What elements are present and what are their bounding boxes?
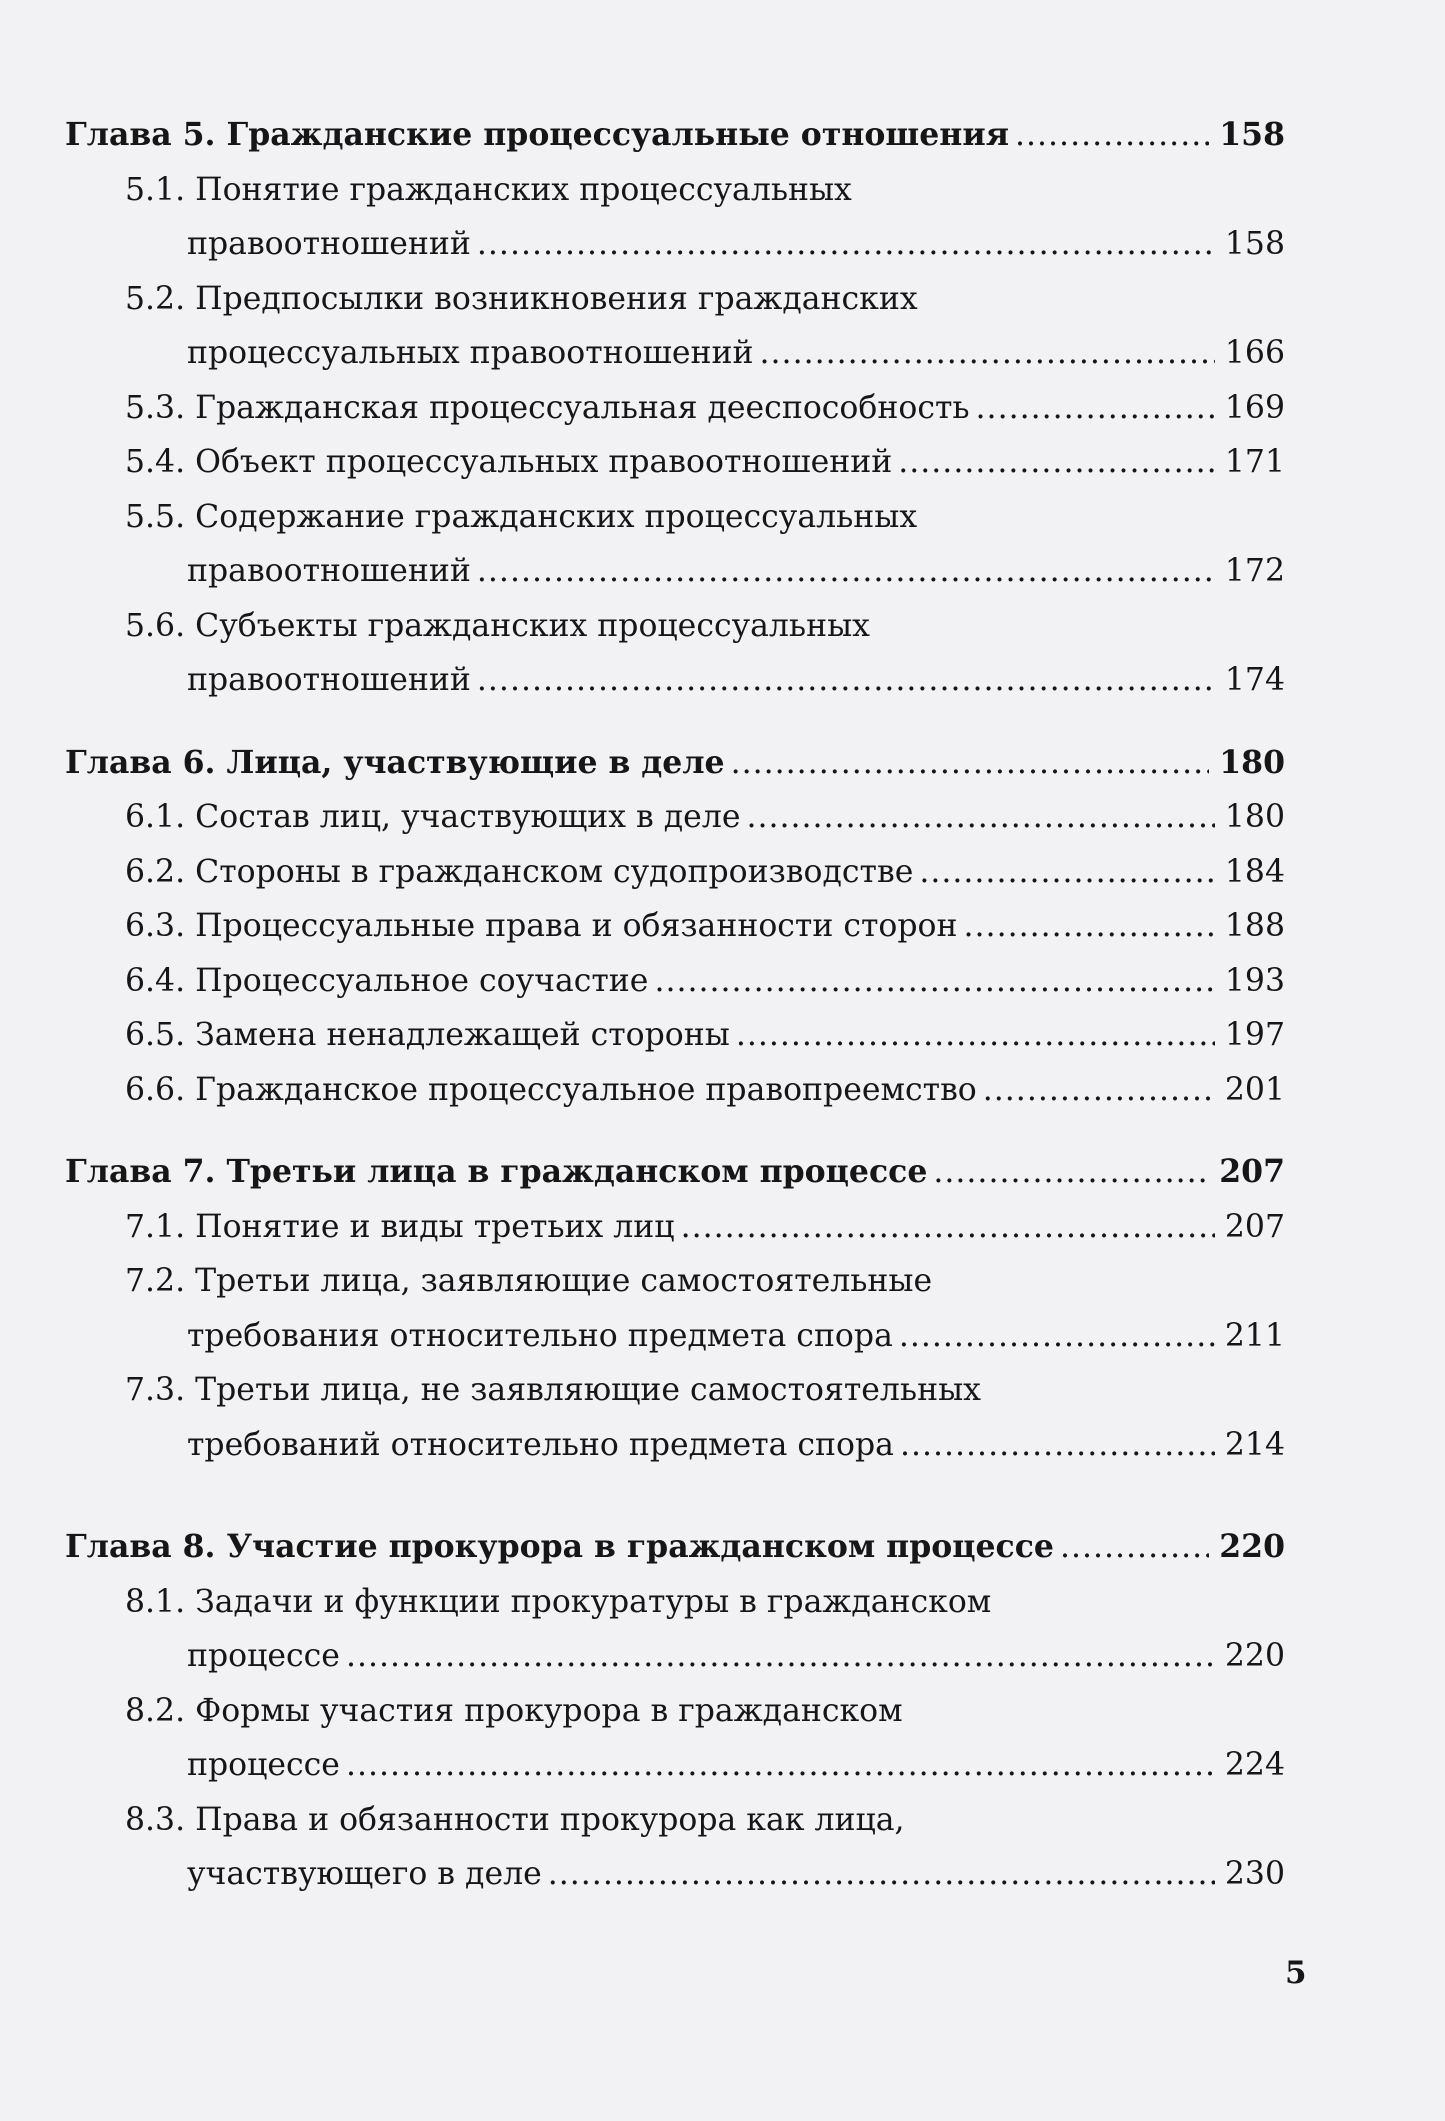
dot-leader — [346, 1629, 1215, 1684]
toc-section-5-3[interactable] — [65, 381, 1285, 436]
toc-title-line: процессуальных правоотношений — [187, 335, 754, 371]
toc-section-8-1[interactable] — [65, 1575, 1285, 1684]
page-number: 5 — [1285, 1955, 1307, 1991]
toc-title-line: 5.1. Понятие гражданских процессуальных — [125, 171, 852, 208]
toc-page-number: 207 — [1224, 1208, 1285, 1245]
toc-page-number: 180 — [1219, 743, 1285, 781]
toc-page-number: 230 — [1224, 1856, 1285, 1892]
toc-page-number: 197 — [1224, 1017, 1285, 1053]
toc-title: Глава 7. Третьи лица в гражданском процессе — [65, 1153, 928, 1190]
toc-section-5-5[interactable] — [65, 490, 1285, 599]
toc-title: 6.4. Процессуальное соучастие — [125, 962, 649, 999]
toc-chapter-7[interactable] — [65, 1145, 1285, 1200]
toc-section-6-3[interactable] — [65, 899, 1285, 954]
toc-page-number: 214 — [1224, 1426, 1285, 1463]
toc-page-number: 220 — [1219, 1528, 1285, 1565]
spacer — [65, 1472, 1285, 1520]
toc-title-line: требований относительно предмета спора — [187, 1426, 894, 1463]
toc-page-number: 211 — [1224, 1317, 1285, 1354]
toc-chapter-8[interactable] — [65, 1520, 1285, 1575]
toc-section-6-4[interactable] — [65, 954, 1285, 1009]
toc-page-number: 224 — [1224, 1747, 1285, 1783]
toc-page-number: 174 — [1224, 662, 1285, 698]
toc-section-5-6[interactable] — [65, 599, 1285, 708]
dot-leader — [654, 954, 1214, 1009]
dot-leader — [919, 845, 1215, 900]
toc-title-line: 8.2. Формы участия прокурора в гражданском — [125, 1692, 903, 1729]
toc-title-line: 5.2. Предпосылки возникновения гражданских — [125, 280, 918, 317]
toc-title: 5.4. Объект процессуальных правоотношений — [125, 444, 893, 480]
dot-leader — [1060, 1520, 1209, 1575]
dot-leader — [933, 1145, 1209, 1200]
toc-page-number: 207 — [1219, 1153, 1285, 1190]
dot-leader — [900, 1418, 1215, 1473]
toc-title-line: 8.3. Права и обязанности прокурора как лица, — [125, 1801, 905, 1838]
toc-title-line: 8.1. Задачи и функции прокуратуры в гражданском — [125, 1583, 992, 1620]
toc-page-number: 158 — [1219, 116, 1285, 153]
spacer — [65, 1117, 1285, 1145]
toc-title-line: правоотношений — [187, 662, 471, 698]
dot-leader — [346, 1738, 1215, 1793]
toc-section-6-6[interactable] — [65, 1063, 1285, 1118]
dot-leader — [477, 544, 1215, 599]
toc-section-7-1[interactable] — [65, 1200, 1285, 1255]
spacer — [65, 708, 1285, 736]
toc-section-7-3[interactable] — [65, 1363, 1285, 1472]
dot-leader — [983, 1063, 1215, 1118]
toc-title: Глава 5. Гражданские процессуальные отношения — [65, 116, 1009, 153]
toc-title: 6.2. Стороны в гражданском судопроизводстве — [125, 853, 914, 890]
dot-leader — [731, 736, 1210, 791]
toc-section-8-2[interactable] — [65, 1684, 1285, 1793]
toc-page-number: 184 — [1224, 853, 1285, 890]
dot-leader — [976, 381, 1215, 436]
toc-page-number: 193 — [1224, 962, 1285, 999]
toc-title-line: 5.6. Субъекты гражданских процессуальных — [125, 607, 870, 644]
toc-title: 6.1. Состав лиц, участвующих в деле — [125, 799, 741, 835]
toc-section-5-4[interactable] — [65, 435, 1285, 490]
toc-title-line: требования относительно предмета спора — [187, 1317, 893, 1354]
toc-page-number: 180 — [1224, 799, 1285, 835]
toc-chapter-6[interactable] — [65, 736, 1285, 791]
toc-section-6-5[interactable] — [65, 1008, 1285, 1063]
toc-page-number: 220 — [1224, 1638, 1285, 1674]
dot-leader — [746, 790, 1214, 845]
toc-section-5-2[interactable] — [65, 272, 1285, 381]
toc-section-8-3[interactable] — [65, 1793, 1285, 1902]
toc-title-line: 5.5. Содержание гражданских процессуальных — [125, 498, 918, 535]
dot-leader — [548, 1847, 1215, 1902]
toc-title-line: процессе — [187, 1747, 340, 1783]
toc-title: 6.6. Гражданское процессуальное правопреемство — [125, 1071, 977, 1108]
toc-title-line: правоотношений — [187, 553, 471, 589]
toc-page-number: 158 — [1224, 226, 1285, 262]
toc-title: 5.3. Гражданская процессуальная дееспособность — [125, 389, 970, 426]
toc-title: 6.5. Замена ненадлежащей стороны — [125, 1017, 730, 1053]
toc-page-number: 169 — [1224, 389, 1285, 426]
dot-leader — [477, 653, 1215, 708]
toc-chapter-5[interactable] — [65, 108, 1285, 163]
toc-page-number: 171 — [1224, 444, 1285, 480]
toc-title: Глава 6. Лица, участвующие в деле — [65, 743, 725, 781]
toc-section-6-2[interactable] — [65, 845, 1285, 900]
toc-section-7-2[interactable] — [65, 1254, 1285, 1363]
toc-page-number: 166 — [1224, 335, 1285, 371]
dot-leader — [899, 1309, 1215, 1364]
toc-section-5-1[interactable] — [65, 163, 1285, 272]
table-of-contents — [65, 108, 1285, 1902]
dot-leader — [736, 1008, 1215, 1063]
toc-title: Глава 8. Участие прокурора в гражданском процессе — [65, 1528, 1054, 1565]
dot-leader — [1015, 108, 1209, 163]
toc-title: 6.3. Процессуальные права и обязанности сторон — [125, 908, 958, 944]
toc-section-6-1[interactable] — [65, 790, 1285, 845]
toc-title-line: 7.2. Третьи лица, заявляющие самостоятельные — [125, 1263, 933, 1299]
toc-page-number: 188 — [1224, 908, 1285, 944]
toc-title: 7.1. Понятие и виды третьих лиц — [125, 1208, 675, 1245]
dot-leader — [964, 899, 1215, 954]
toc-title-line: участвующего в деле — [187, 1856, 542, 1892]
toc-title-line: 7.3. Третьи лица, не заявляющие самостоятельных — [125, 1372, 981, 1408]
toc-title-line: правоотношений — [187, 226, 471, 262]
dot-leader — [898, 435, 1215, 490]
toc-page-number: 172 — [1224, 553, 1285, 589]
dot-leader — [681, 1200, 1215, 1255]
dot-leader — [477, 217, 1215, 272]
toc-title-line: процессе — [187, 1638, 340, 1674]
dot-leader — [760, 326, 1215, 381]
toc-page-number: 201 — [1224, 1071, 1285, 1108]
